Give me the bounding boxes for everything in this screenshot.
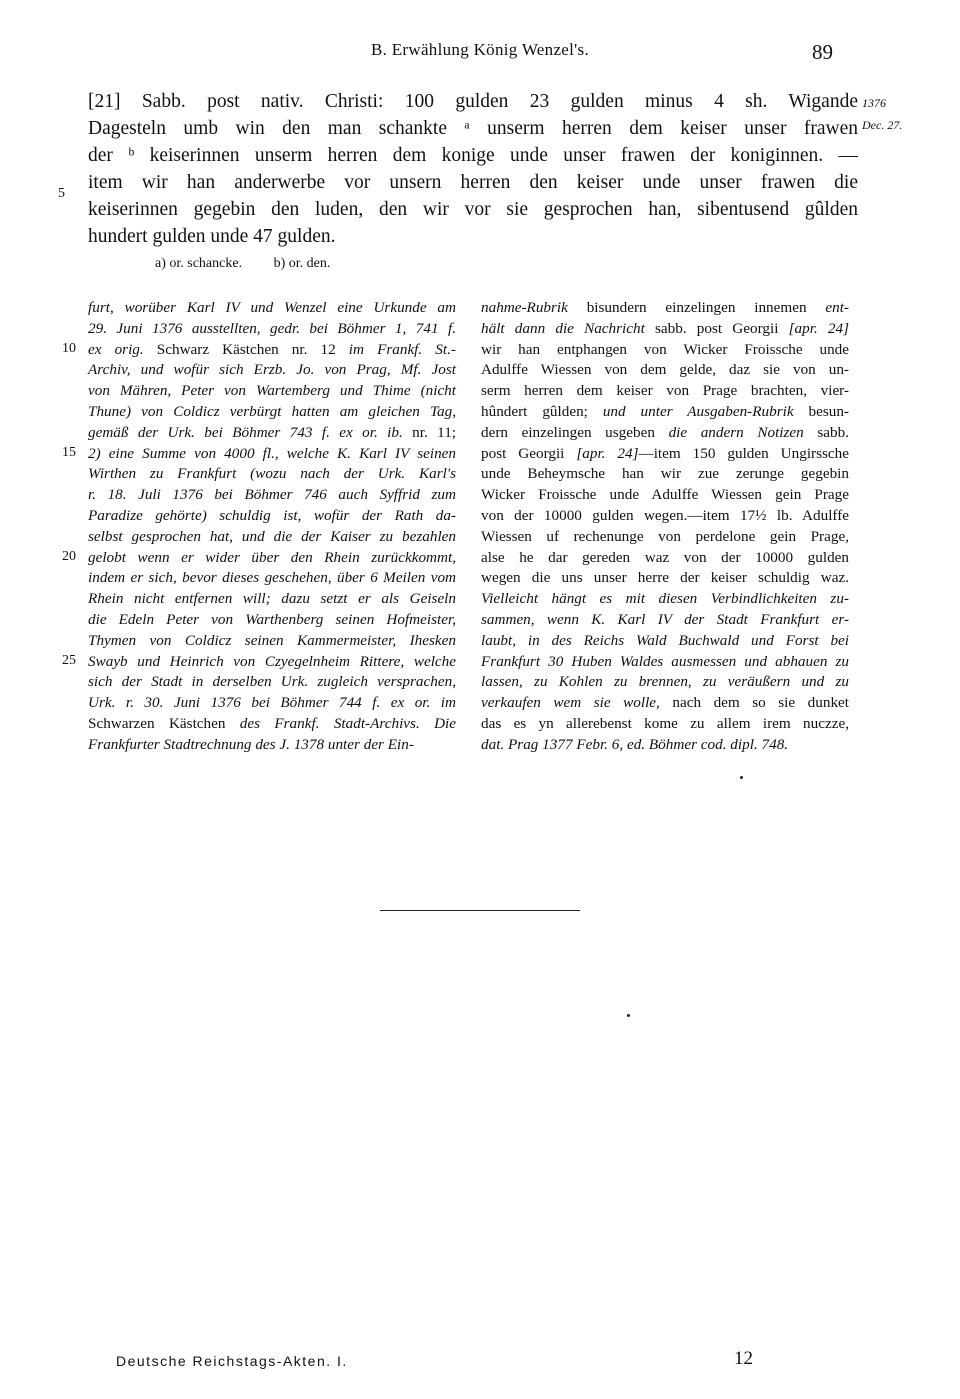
main-text-line: der ᵇ keiserinnen unserm herren dem konige unde unser frawen der koniginnen. — xyxy=(88,145,858,166)
left-column-line xyxy=(88,360,456,381)
text-segment: Swayb und Heinrich von Czyegelnheim Rittere, welche xyxy=(88,652,456,670)
text-segment: furt, worüber Karl IV und Wenzel eine Urkunde am xyxy=(88,299,456,316)
main-text-line: keiserinnen gegebin den luden, den wir vor sie gesprochen han, sibentusend gûlden xyxy=(88,199,858,220)
line-number: 10 xyxy=(62,340,76,356)
left-column-line xyxy=(88,568,456,589)
margin-date xyxy=(862,92,902,136)
text-segment: wegen die uns unser herre der keiser schuldig waz. xyxy=(481,569,849,587)
left-column xyxy=(88,298,456,756)
footnote-b: b) or. den. xyxy=(273,256,331,271)
left-column-line xyxy=(88,319,456,340)
footnotes xyxy=(155,256,358,272)
left-column-line xyxy=(88,381,456,402)
text-segment: Frankfurt 30 Huben Waldes ausmessen und abhauen zu xyxy=(481,652,849,670)
right-column-line xyxy=(481,298,849,319)
line-number: 5 xyxy=(58,186,65,201)
text-segment: 29. Juni 1376 ausstellten, gedr. bei Böhmer 1, 741 f. xyxy=(88,319,456,337)
left-column-line xyxy=(88,631,456,652)
left-column-line xyxy=(88,672,456,693)
text-segment: sich der Stadt in derselben Urk. zugleich versprachen, xyxy=(88,673,456,691)
text-segment: Adulffe Wiessen von dem gelde, daz sie von un- xyxy=(481,361,849,379)
text-segment: serm herren dem keiser von Prage brachten, vier- xyxy=(481,382,849,400)
text-segment: sabb. xyxy=(803,423,849,441)
right-column-line xyxy=(481,631,849,652)
text-segment: [apr. 24] xyxy=(576,444,639,462)
main-text-line: item wir han anderwerbe vor unsern herren den keiser unde unser frawen die xyxy=(88,172,858,193)
text-segment: ex orig. xyxy=(88,340,157,358)
text-segment: ent- xyxy=(825,299,849,316)
text-segment: selbst gesprochen hat, und die der Kaiser zu bezahlen xyxy=(88,527,456,545)
left-column-line xyxy=(88,527,456,548)
text-segment: dat. Prag 1377 Febr. 6, ed. Böhmer cod. dipl. 748. xyxy=(481,735,789,753)
text-segment: hält dann die Nachricht xyxy=(481,319,645,337)
text-segment: von der 10000 gulden wegen.—item 17½ lb. Adulffe xyxy=(481,506,849,524)
separator-rule xyxy=(380,910,580,911)
line-number: 20 xyxy=(62,548,76,564)
speck-mark xyxy=(740,776,743,779)
left-column-line xyxy=(88,735,456,756)
right-column-line xyxy=(481,444,849,465)
text-segment: die Edeln Peter von Warthenberg seinen Hofmeister, xyxy=(88,610,456,628)
text-segment: des Frankf. Stadt-Archivs. Die xyxy=(225,714,456,732)
right-column-line xyxy=(481,548,849,569)
left-column-line xyxy=(88,464,456,485)
text-segment: —item 150 gulden Ungirssche xyxy=(638,444,849,462)
text-segment: von Mähren, Peter von Wartemberg und Thime (nicht xyxy=(88,382,456,400)
text-segment: Wirthen zu Frankfurt (wozu nach der Urk. Karl's xyxy=(88,465,456,483)
text-segment: Thymen von Coldicz seinen Kammermeister, Ihesken xyxy=(88,631,456,649)
left-column-line xyxy=(88,693,456,714)
text-segment: post Georgii xyxy=(481,444,577,462)
text-segment: nahme-Rubrik xyxy=(481,299,568,316)
text-segment: Archiv, und wofür sich Erzb. Jo. von Prag, Mf. Jost xyxy=(88,361,456,379)
text-segment: im Frankf. St.- xyxy=(335,340,456,358)
text-segment: Wicker Froissche unde Adulffe Wiessen gein Prage xyxy=(481,486,849,504)
text-segment: das es yn allerebenst kome zu allem irem nuczze, xyxy=(481,714,849,732)
text-segment: gemäß der Urk. bei Böhmer 743 f. ex or. ib. xyxy=(88,423,413,441)
line-number: 25 xyxy=(62,652,76,668)
right-column-line xyxy=(481,360,849,381)
text-segment: lassen, zu Kohlen zu brennen, zu veräußern und zu xyxy=(481,673,849,691)
left-column-line xyxy=(88,298,456,319)
speck-mark xyxy=(627,1014,630,1017)
right-column-line xyxy=(481,464,849,485)
text-segment: Schwarzen Kästchen xyxy=(88,714,226,732)
text-segment: Frankfurter Stadtrechnung des J. 1378 unter der Ein- xyxy=(88,735,414,753)
right-column-line xyxy=(481,693,849,714)
text-segment: alse he dar gereden waz von der 10000 gulden xyxy=(481,548,849,566)
main-text-line: Dagesteln umb win den man schankte ᵃ unserm herren dem keiser unser frawen xyxy=(88,118,858,139)
right-column-line xyxy=(481,485,849,506)
text-segment: dern einzelingen usgeben xyxy=(481,423,669,441)
right-column-line xyxy=(481,319,849,340)
right-column-line xyxy=(481,735,849,756)
footer-signature: Deutsche Reichstags-Akten. I. xyxy=(116,1353,348,1369)
right-column-line xyxy=(481,652,849,673)
text-segment: nr. 11; xyxy=(412,423,457,441)
left-column-line xyxy=(88,714,456,735)
main-text xyxy=(88,88,858,250)
left-column-line xyxy=(88,506,456,527)
margin-date-day: Dec. 27. xyxy=(862,118,903,132)
right-column-line xyxy=(481,506,849,527)
text-segment: sammen, wenn K. Karl IV der Stadt Frankfurt er- xyxy=(481,610,849,628)
right-column-line xyxy=(481,381,849,402)
right-column xyxy=(481,298,849,756)
text-segment: [apr. 24] xyxy=(788,319,850,337)
signature-number: 12 xyxy=(734,1348,753,1369)
text-segment: r. 18. Juli 1376 bei Böhmer 746 auch Syffrid zum xyxy=(88,486,456,504)
left-column-line xyxy=(88,340,456,361)
main-text-line: hundert gulden unde 47 gulden. xyxy=(88,226,336,247)
right-column-line xyxy=(481,672,849,693)
left-column-line xyxy=(88,485,456,506)
left-column-line xyxy=(88,589,456,610)
left-column-line xyxy=(88,444,456,465)
left-column-line xyxy=(88,423,456,444)
text-segment: besun- xyxy=(793,402,849,420)
text-segment: Thune) von Coldicz verbürgt hatten am gleichen Tag, xyxy=(88,402,456,420)
text-segment: 2) eine Summe von 4000 fl., welche K. Karl IV seinen xyxy=(88,444,456,462)
text-segment: indem er sich, bevor dieses geschehen, über 6 Meilen vom xyxy=(88,569,456,587)
right-column-line xyxy=(481,402,849,423)
text-segment: Rhein nicht entfernen will; dazu setzt er als Geiseln xyxy=(88,590,456,608)
right-column-line xyxy=(481,714,849,735)
text-segment: Wiessen uf rechenunge von perdelone gein Prage, xyxy=(481,527,849,545)
right-column-line xyxy=(481,610,849,631)
text-segment: laubt, in des Reichs Wald Buchwald und Forst bei xyxy=(481,631,849,649)
right-column-line xyxy=(481,527,849,548)
text-segment: hûndert gûlden; xyxy=(481,402,603,420)
footnote-a: a) or. schancke. xyxy=(155,256,243,271)
right-column-line xyxy=(481,589,849,610)
left-column-line xyxy=(88,402,456,423)
text-segment: die andern Notizen xyxy=(668,423,804,441)
margin-date-year: 1376 xyxy=(862,96,886,110)
running-header: B. Erwählung König Wenzel's. xyxy=(371,40,589,59)
left-column-line xyxy=(88,548,456,569)
right-column-line xyxy=(481,340,849,361)
line-number: 15 xyxy=(62,444,76,460)
page-number: 89 xyxy=(812,40,833,64)
left-column-line xyxy=(88,610,456,631)
text-segment: gelobt wenn er wider über den Rhein zurückkommt, xyxy=(88,548,456,566)
text-segment: und unter Ausgaben-Rubrik xyxy=(602,402,794,420)
text-segment: nach dem so sie dunket xyxy=(659,694,849,712)
right-column-line xyxy=(481,423,849,444)
text-segment: sabb. post Georgii xyxy=(644,319,789,337)
text-segment: verkaufen wem sie wolle, xyxy=(481,694,660,712)
right-column-line xyxy=(481,568,849,589)
text-segment: unde Beheymsche han wir zue zerunge gegebin xyxy=(481,465,849,483)
text-segment: bisundern einzelingen innemen xyxy=(567,299,826,316)
left-column-line xyxy=(88,652,456,673)
main-text-line: [21] Sabb. post nativ. Christi: 100 gulden 23 gulden minus 4 sh. Wigande xyxy=(88,91,858,112)
text-segment: Schwarz Kästchen nr. 12 xyxy=(156,340,336,358)
text-segment: Vielleicht hängt es mit diesen Verbindlichkeiten zu- xyxy=(481,590,849,608)
text-segment: wir han entphangen von Wicker Froissche unde xyxy=(481,340,849,358)
text-segment: Urk. r. 30. Juni 1376 bei Böhmer 744 f. ex or. im xyxy=(88,694,456,712)
text-segment: Paradize gehörte) schuldig ist, wofür der Rath da- xyxy=(88,506,456,524)
